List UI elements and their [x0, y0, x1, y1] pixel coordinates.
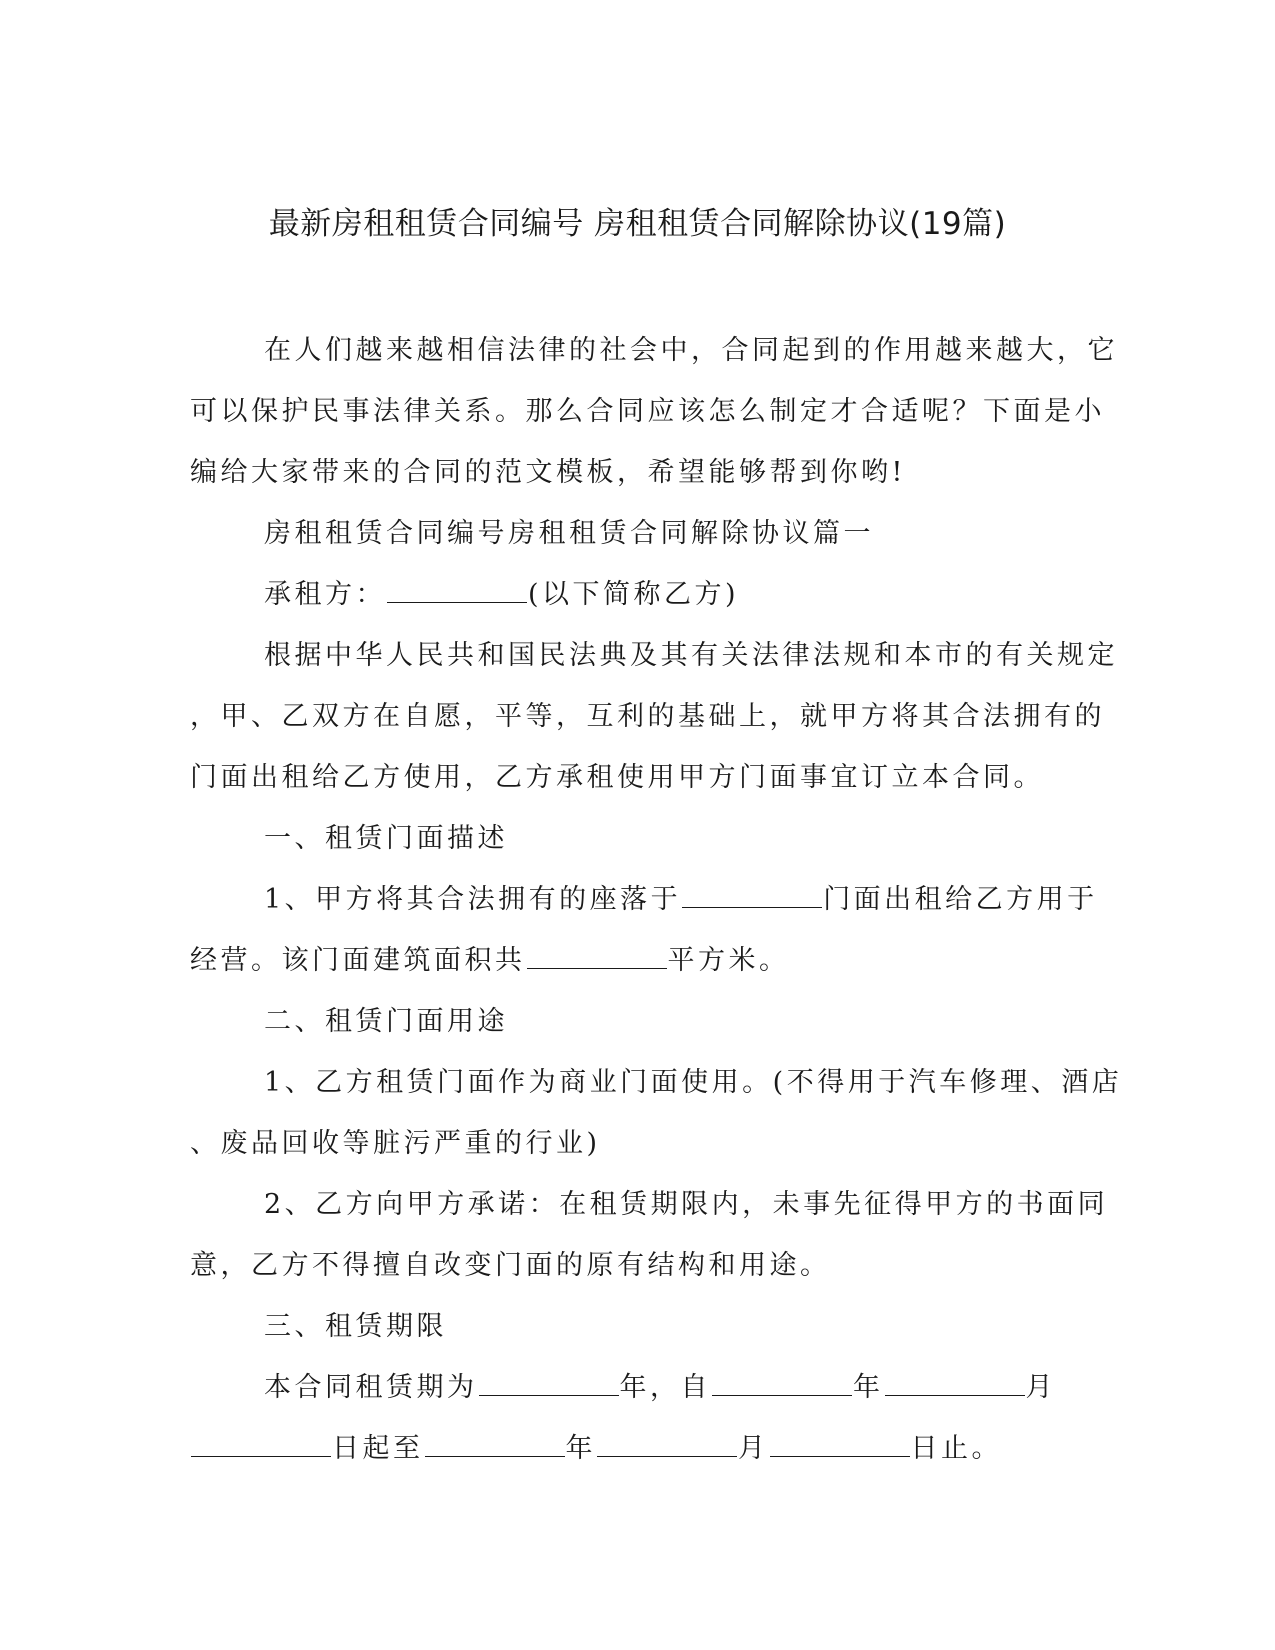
document-title: 最新房租租赁合同编号 房租租赁合同解除协议(19篇) — [268, 206, 1007, 242]
lessee-suffix: (以下简称乙方) — [528, 579, 740, 610]
clause-heading: 一、租赁门面描述 — [264, 823, 508, 854]
clause-text: 1、甲方将其合法拥有的座落于 — [264, 884, 682, 915]
clause-text: 平方米。 — [667, 945, 790, 976]
clause-text: 月 — [1025, 1372, 1056, 1403]
clause-text: 日止。 — [910, 1433, 1002, 1464]
blank-field — [597, 1426, 737, 1457]
clause-text: 本合同租赁期为 — [264, 1372, 478, 1403]
blank-field — [479, 1365, 619, 1396]
section-heading: 房租租赁合同编号房租租赁合同解除协议篇一 — [264, 518, 874, 549]
clause-item-line: 、废品回收等脏污严重的行业) — [190, 1128, 601, 1159]
basis-paragraph — [190, 625, 1118, 808]
clause-text: 月 — [738, 1433, 769, 1464]
basis-line: 门面出租给乙方使用，乙方承租使用甲方门面事宜订立本合同。 — [190, 762, 1044, 793]
clause-item-line — [190, 1357, 1085, 1418]
clause-item — [190, 1052, 1123, 1174]
document-body — [190, 320, 1123, 1479]
blank-field — [682, 877, 822, 908]
clause-text: 经营。该门面建筑面积共 — [190, 945, 526, 976]
clause-item-line: 意，乙方不得擅自改变门面的原有结构和用途。 — [190, 1250, 831, 1281]
clause-item — [190, 1174, 1109, 1296]
clause-item — [190, 1357, 1085, 1479]
clause-item-line: 2、乙方向甲方承诺：在租赁期限内，未事先征得甲方的书面同 — [264, 1189, 1109, 1220]
clause-text: 年 — [853, 1372, 884, 1403]
intro-line: 在人们越来越相信法律的社会中，合同起到的作用越来越大，它 — [264, 335, 1118, 366]
intro-line: 编给大家带来的合同的范文模板，希望能够帮到你哟! — [190, 457, 906, 488]
clause-item-line — [190, 1418, 1085, 1479]
clause-heading: 二、租赁门面用途 — [264, 1006, 508, 1037]
blank-field — [191, 1426, 331, 1457]
clause-text: 日起至 — [332, 1433, 424, 1464]
clause-text: 年 — [565, 1433, 596, 1464]
blank-field — [770, 1426, 910, 1457]
clause-item-line: 1、乙方租赁门面作为商业门面使用。(不得用于汽车修理、酒店 — [264, 1067, 1123, 1098]
clause-item-line — [190, 869, 1098, 930]
intro-paragraph — [190, 320, 1118, 503]
blank-field — [527, 938, 667, 969]
basis-line: ，甲、乙双方在自愿，平等，互利的基础上，就甲方将其合法拥有的 — [190, 701, 1105, 732]
clause-text: 门面出租给乙方用于 — [823, 884, 1098, 915]
blank-field — [425, 1426, 565, 1457]
blank-field — [712, 1365, 852, 1396]
blank-field — [387, 572, 527, 603]
basis-line: 根据中华人民共和国民法典及其有关法律法规和本市的有关规定 — [264, 640, 1118, 671]
blank-field — [885, 1365, 1025, 1396]
lessee-line — [190, 564, 1085, 625]
clause-heading: 三、租赁期限 — [264, 1311, 447, 1342]
clause-item — [190, 869, 1098, 991]
clause-item-line — [190, 930, 1085, 991]
clause-text: 年，自 — [619, 1372, 711, 1403]
lessee-label: 承租方： — [264, 579, 386, 610]
intro-line: 可以保护民事法律关系。那么合同应该怎么制定才合适呢？下面是小 — [190, 396, 1105, 427]
